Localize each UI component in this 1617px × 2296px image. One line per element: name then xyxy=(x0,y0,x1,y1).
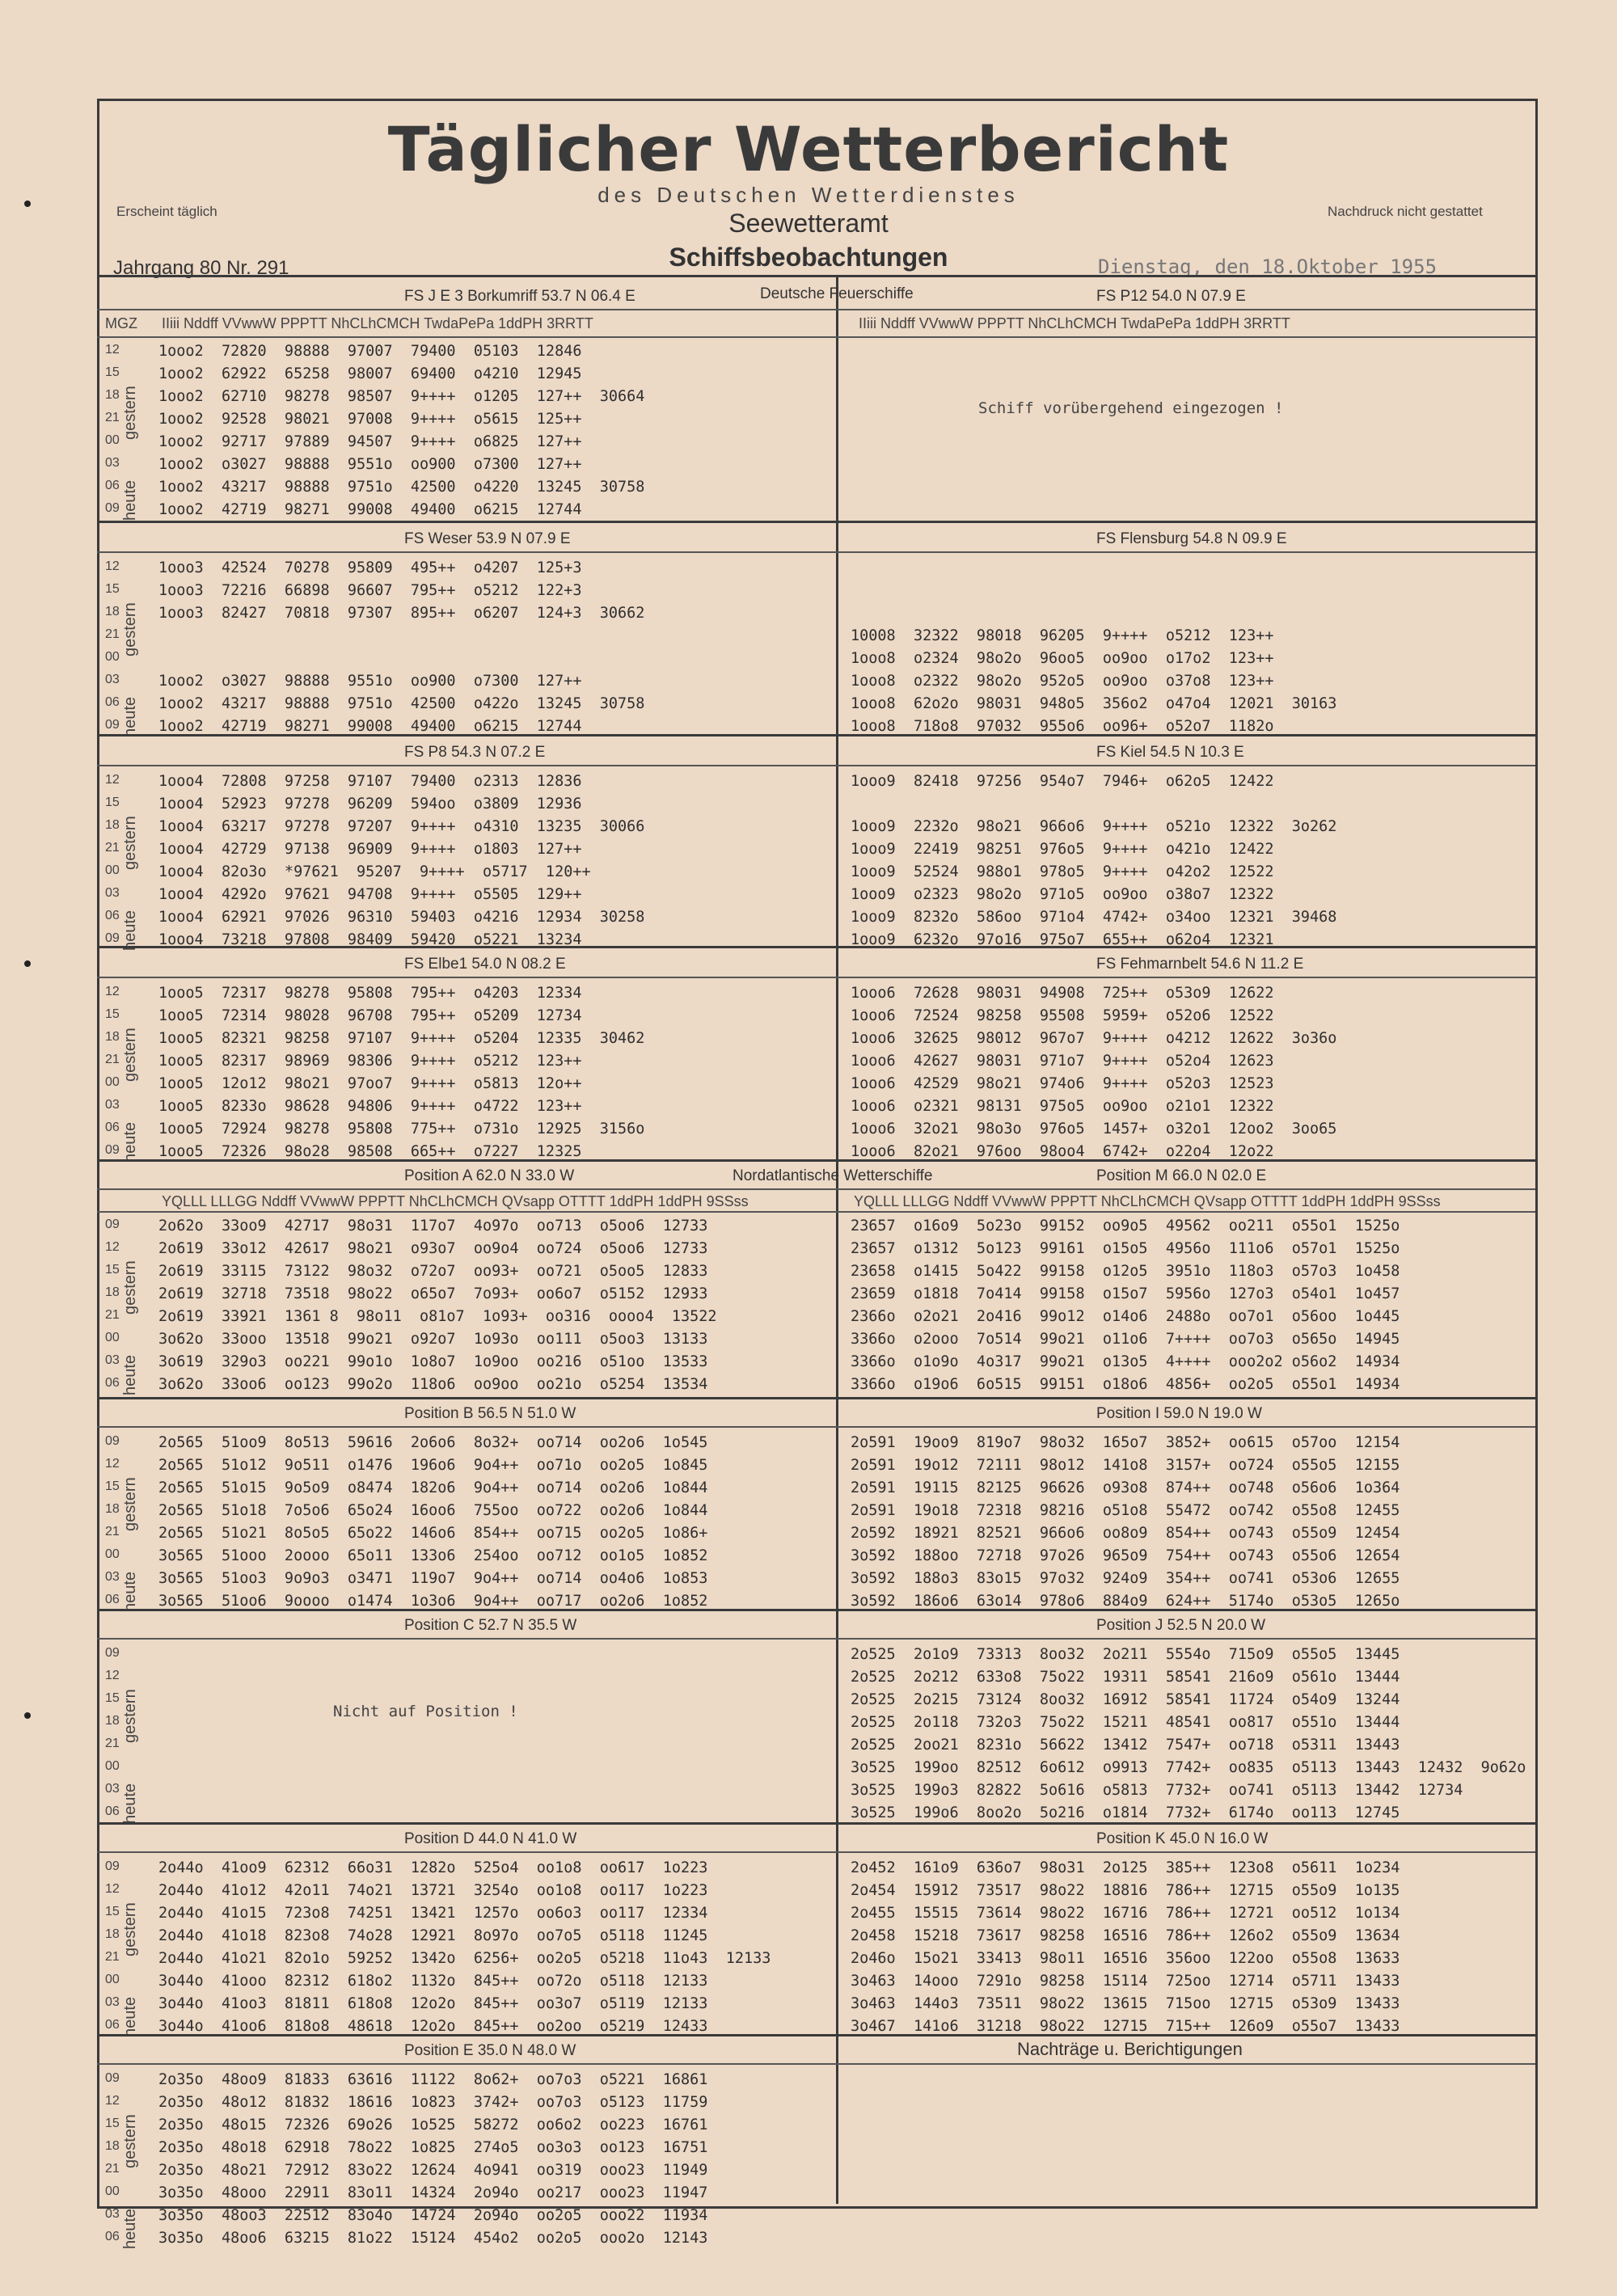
header-rule xyxy=(97,2063,1535,2065)
left-note: Erscheint täglich xyxy=(116,204,217,219)
hour-label: 00 xyxy=(105,650,120,664)
position-title-right: Position K 45.0 N 16.0 W xyxy=(1096,1830,1269,1847)
position-title-right: Position I 59.0 N 19.0 W xyxy=(1096,1405,1262,1422)
hour-label: 03 xyxy=(105,673,120,686)
block-divider xyxy=(97,1822,1535,1825)
data-row: 2o46o 15o21 33413 98o11 16516 356oo 122oo o55o8 13633 xyxy=(851,1950,1400,1967)
fs-columns-left: IIiii Nddff VVwwW PPPTT NhCLhCMCH TwdaPePa 1ddPH 3RRTT xyxy=(162,315,593,331)
block-divider xyxy=(97,1159,1535,1162)
hour-label: 09 xyxy=(105,1859,120,1873)
data-row: 2o565 51o12 9o511 o1476 196o6 9o4++ oo71o oo2o5 1o845 xyxy=(158,1457,708,1474)
data-row: 1ooo5 82321 98258 97107 9++++ o5204 12335 30462 xyxy=(158,1030,645,1047)
data-row: 2o591 19o12 72111 98o12 141o8 3157+ oo724 o55o5 12155 xyxy=(851,1457,1400,1474)
hour-label: 21 xyxy=(105,1053,120,1066)
data-row: 1ooo3 72216 66898 96607 795++ o5212 122+3 xyxy=(158,582,582,599)
data-row: 2o44o 41o21 82o1o 59252 1342o 6256+ oo2o5 o5218 11o43 12133 xyxy=(158,1950,771,1967)
hour-label: 18 xyxy=(105,1927,120,1941)
group-label-heute: heute xyxy=(121,2208,139,2249)
hour-label: 06 xyxy=(105,1804,120,1818)
header-rule xyxy=(97,551,1535,553)
hour-label: 21 xyxy=(105,1950,120,1964)
data-row: 2o44o 41o15 723o8 74251 13421 1257o oo6o3 oo117 12334 xyxy=(158,1905,708,1922)
station-title-left: FS P8 54.3 N 07.2 E xyxy=(404,744,546,761)
data-row: 1ooo4 82o3o *97621 95207 9++++ o5717 120++ xyxy=(158,863,591,880)
data-row: 3o35o 48oo6 63215 81o22 15124 454o2 oo2o5 ooo2o 12143 xyxy=(158,2230,708,2247)
data-row: 10008 32322 98018 96205 9++++ o5212 123++ xyxy=(851,627,1274,644)
data-row: 3o62o 33oo6 oo123 99o2o 118o6 oo9oo oo21o o5254 13534 xyxy=(158,1376,708,1393)
data-row: 1ooo2 62922 65258 98007 69400 o4210 12945 xyxy=(158,365,582,382)
fs-columns-right: IIiii Nddff VVwwW PPPTT NhCLhCMCH TwdaPePa 1ddPH 3RRTT xyxy=(859,315,1290,331)
data-row: 1ooo4 52923 97278 96209 594oo o3809 12936 xyxy=(158,796,582,812)
data-row: 2o44o 41o12 42o11 74o21 13721 3254o oo1o8 oo117 1o223 xyxy=(158,1882,708,1899)
data-row: 2o35o 48o18 62918 78o22 1o825 274o5 oo3o3 oo123 16751 xyxy=(158,2139,708,2156)
station-title-left: FS Weser 53.9 N 07.9 E xyxy=(404,530,571,547)
data-row: 3o44o 41ooo 82312 618o2 1132o 845++ oo72o o5118 12133 xyxy=(158,1973,708,1990)
data-row: 3o62o 33ooo 13518 99o21 o92o7 1o93o oo111 o5oo3 13133 xyxy=(158,1331,708,1348)
header-rule xyxy=(97,1188,1535,1190)
ws-columns-right: YQLLL LLLGG Nddff VVwwW PPPTT NhCLhCMCH QVsapp OTTTT 1ddPH 1ddPH 9SSss xyxy=(854,1193,1441,1209)
header-rule xyxy=(97,336,1535,338)
group-label-heute: heute xyxy=(121,1996,139,2037)
data-row: 2o591 19o18 72318 98216 o51o8 55472 oo742 o55o8 12455 xyxy=(851,1502,1400,1519)
hour-label: 15 xyxy=(105,1905,120,1918)
data-row: 1ooo9 2232o 98o21 966o6 9++++ o521o 12322 3o262 xyxy=(851,818,1337,835)
data-row: 2o565 51o21 8o5o5 65o22 146o6 854++ oo715 oo2o5 1o86+ xyxy=(158,1525,708,1542)
group-label-gestern: gestern xyxy=(121,386,139,440)
hour-label: 00 xyxy=(105,863,120,877)
group-label-heute: heute xyxy=(121,1354,139,1395)
ship-note: Schiff vorübergehend eingezogen ! xyxy=(978,399,1284,417)
report-subtitle: des Deutschen Wetterdienstes xyxy=(597,183,1020,207)
data-row: 1ooo2 92717 97889 94507 9++++ o6825 127++ xyxy=(158,433,582,450)
hour-label: 09 xyxy=(105,1646,120,1660)
data-row: 1ooo2 43217 98888 9751o 42500 o422o 13245 30758 xyxy=(158,695,645,712)
hour-label: 06 xyxy=(105,2018,120,2032)
position-title-left: Position E 35.0 N 48.0 W xyxy=(404,2042,576,2059)
data-row: 1ooo2 42719 98271 99008 49400 o6215 12744 xyxy=(158,718,582,735)
hour-label: 06 xyxy=(105,909,120,922)
hour-label: 09 xyxy=(105,501,120,515)
data-row: 2o35o 48oo9 81833 63616 11122 8o62+ oo7o3 o5221 16861 xyxy=(158,2071,708,2088)
data-row: 1ooo4 62921 97026 96310 59403 o4216 12934 30258 xyxy=(158,909,645,926)
data-row: 3o565 51oo6 9oooo o1474 1o3o6 9o4++ oo717 oo2o6 1o852 xyxy=(158,1593,708,1610)
data-row: 3o463 144o3 73511 98o22 13615 715oo 12715 o53o9 13433 xyxy=(851,1995,1400,2012)
report-date: Dienstag, den 18.Oktober 1955 xyxy=(1098,255,1438,278)
hour-label: 03 xyxy=(105,1098,120,1112)
group-label-gestern: gestern xyxy=(121,1477,139,1531)
data-row: 2o565 51o15 9o5o9 o8474 182o6 9o4++ oo714 oo2o6 1o844 xyxy=(158,1479,708,1496)
hour-label: 21 xyxy=(105,411,120,424)
hour-label: 12 xyxy=(105,559,120,573)
hour-label: 00 xyxy=(105,1547,120,1561)
hour-label: 18 xyxy=(105,1285,120,1299)
hour-label: 15 xyxy=(105,796,120,809)
hour-label: 18 xyxy=(105,818,120,832)
hour-label: 00 xyxy=(105,2184,120,2198)
hour-label: 03 xyxy=(105,1995,120,2009)
data-row: 3o463 14ooo 7291o 98258 15114 725oo 12714 o5711 13433 xyxy=(851,1973,1400,1990)
data-row: 2o62o 33oo9 42717 98o31 117o7 4o97o oo713 o5oo6 12733 xyxy=(158,1218,708,1235)
jahrgang: Jahrgang 80 Nr. 291 xyxy=(113,257,289,279)
position-note: Nicht auf Position ! xyxy=(333,1703,518,1720)
group-label-heute: heute xyxy=(121,910,139,951)
data-row: 2o565 51oo9 8o513 59616 2o6o6 8o32+ oo714 oo2o6 1o545 xyxy=(158,1434,708,1451)
data-row: 1ooo6 72628 98031 94908 725++ o53o9 12622 xyxy=(851,985,1274,1002)
data-row: 3366o o19o6 6o515 99151 o18o6 4856+ oo2o5 o55o1 14934 xyxy=(851,1376,1400,1393)
hour-label: 06 xyxy=(105,2230,120,2243)
hour-label: 21 xyxy=(105,1525,120,1538)
data-row: 2o619 32718 73518 98o22 o65o7 7o93+ oo6o7 o5152 12933 xyxy=(158,1285,708,1302)
header-rule xyxy=(97,977,1535,978)
hour-label: 18 xyxy=(105,1714,120,1728)
station-title-right: FS Kiel 54.5 N 10.3 E xyxy=(1096,744,1244,761)
data-row: 1ooo2 43217 98888 9751o 42500 o4220 13245 30758 xyxy=(158,479,645,496)
hour-label: 18 xyxy=(105,1030,120,1044)
block-divider xyxy=(97,1609,1535,1611)
hour-label: 00 xyxy=(105,1973,120,1986)
data-row: 1ooo3 42524 70278 95809 495++ o4207 125+3 xyxy=(158,559,582,576)
position-title-left: Position C 52.7 N 35.5 W xyxy=(404,1617,577,1634)
hour-label: 03 xyxy=(105,1782,120,1796)
data-row: 1ooo6 72524 98258 95508 5959+ o52o6 12522 xyxy=(851,1007,1274,1024)
data-row: 2o525 2oo21 8231o 56622 13412 7547+ oo718 o5311 13443 xyxy=(851,1737,1400,1754)
hour-label: 15 xyxy=(105,1691,120,1705)
divider xyxy=(97,275,1535,277)
data-row: 3o525 199oo 82512 6o612 o9913 7742+ oo835 o5113 13443 12432 9o62o xyxy=(851,1759,1526,1776)
data-row: 1ooo5 12o12 98o21 97oo7 9++++ o5813 12o++ xyxy=(158,1075,582,1092)
hour-label: 03 xyxy=(105,2207,120,2221)
block-divider xyxy=(97,734,1535,736)
data-row: 1ooo6 42529 98o21 974o6 9++++ o52o3 12523 xyxy=(851,1075,1274,1092)
data-row: 3o35o 48oo3 22512 83o4o 14724 2o94o oo2o5 ooo22 11934 xyxy=(158,2207,708,2224)
block-divider xyxy=(97,1397,1535,1399)
station-title-left: FS J E 3 Borkumriff 53.7 N 06.4 E xyxy=(404,288,635,305)
nachtraege-title: Nachträge u. Berichtigungen xyxy=(1017,2039,1243,2059)
data-row: 2o592 18921 82521 966o6 oo8o9 854++ oo743 o55o9 12454 xyxy=(851,1525,1400,1542)
data-row: 1ooo5 72924 98278 95808 775++ o731o 12925 3156o xyxy=(158,1121,645,1137)
group-label-gestern: gestern xyxy=(121,1028,139,1082)
position-title-left: Position A 62.0 N 33.0 W xyxy=(404,1167,575,1184)
data-row: 1ooo9 52524 988o1 978o5 9++++ o42o2 12522 xyxy=(851,863,1274,880)
sheet-title: Schiffsbeobachtungen xyxy=(669,243,948,272)
hour-label: 09 xyxy=(105,1143,120,1157)
hour-label: 21 xyxy=(105,1308,120,1322)
hour-label: 06 xyxy=(105,1121,120,1134)
group-label-gestern: gestern xyxy=(121,1689,139,1743)
data-row: 2o35o 48o12 81832 18616 1o823 3742+ oo7o3 o5123 11759 xyxy=(158,2094,708,2111)
group-label-heute: heute xyxy=(121,1783,139,1824)
data-row: 2o455 15515 73614 98o22 16716 786++ 12721 oo512 1o134 xyxy=(851,1905,1400,1922)
block-divider xyxy=(97,2034,1535,2036)
data-row: 3o592 186o6 63o14 978o6 884o9 624++ 5174o o53o5 1265o xyxy=(851,1593,1400,1610)
data-row: 3o565 51oo3 9o9o3 o3471 119o7 9o4++ oo714 oo4o6 1o853 xyxy=(158,1570,708,1587)
position-title-right: Position M 66.0 N 02.0 E xyxy=(1096,1167,1267,1184)
punch-hole xyxy=(24,960,31,967)
data-row: 1ooo6 o2321 98131 975o5 oo9oo o21o1 12322 xyxy=(851,1098,1274,1115)
hour-label: 00 xyxy=(105,433,120,447)
data-row: 2o458 15218 73617 98258 16516 786++ 126o2 o55o9 13634 xyxy=(851,1927,1400,1944)
data-row: 23659 o1818 7o414 99158 o15o7 5956o 127o3 o54o1 1o457 xyxy=(851,1285,1400,1302)
hour-label: 03 xyxy=(105,1570,120,1584)
data-row: 3366o o2ooo 7o514 99o21 o11o6 7++++ oo7o3 o565o 14945 xyxy=(851,1331,1400,1348)
hour-label: 15 xyxy=(105,2117,120,2130)
data-row: 2o525 2o212 633o8 75o22 19311 58541 216o9 o561o 13444 xyxy=(851,1669,1400,1686)
data-row: 1ooo9 6232o 97o16 975o7 655++ o62o4 12321 xyxy=(851,931,1274,948)
punch-hole xyxy=(24,1712,31,1719)
data-row: 2o35o 48o15 72326 69o26 1o525 58272 oo6o2 oo223 16761 xyxy=(158,2117,708,2134)
ws-columns-left: YQLLL LLLGG Nddff VVwwW PPPTT NhCLhCMCH QVsapp OTTTT 1ddPH 1ddPH 9SSss xyxy=(162,1193,749,1209)
hour-label: 12 xyxy=(105,1240,120,1254)
data-row: 3o592 188o3 83o15 97o32 924o9 354++ oo741 o53o6 12655 xyxy=(851,1570,1400,1587)
data-row: 2o525 2o215 73124 8oo32 16912 58541 11724 o54o9 13244 xyxy=(851,1691,1400,1708)
right-note: Nachdruck nicht gestattet xyxy=(1328,204,1483,219)
data-row: 2o591 19115 82125 96626 o93o8 874++ oo748 o56o6 1o364 xyxy=(851,1479,1400,1496)
hour-label: 21 xyxy=(105,627,120,641)
data-row: 1ooo4 4292o 97621 94708 9++++ o5505 129++ xyxy=(158,886,582,903)
data-row: 1ooo4 42729 97138 96909 9++++ o1803 127++ xyxy=(158,841,582,858)
station-title-right: FS Flensburg 54.8 N 09.9 E xyxy=(1096,530,1287,547)
hour-label: 03 xyxy=(105,886,120,900)
header-rule xyxy=(97,1211,1535,1213)
block-divider xyxy=(97,946,1535,948)
report-title: Täglicher Wetterbericht xyxy=(387,113,1230,185)
mgz-header: MGZ xyxy=(105,315,137,331)
hour-label: 00 xyxy=(105,1759,120,1773)
hour-label: 06 xyxy=(105,1593,120,1606)
data-row: 2o44o 41o18 823o8 74o28 12921 8o97o oo7o5 o5118 11245 xyxy=(158,1927,708,1944)
data-row: 1ooo2 72820 98888 97007 79400 05103 12846 xyxy=(158,343,582,360)
position-title-left: Position D 44.0 N 41.0 W xyxy=(404,1830,577,1847)
section-feuerschiffe: Deutsche Feuerschiffe xyxy=(760,285,914,302)
hour-label: 06 xyxy=(105,479,120,492)
data-row: 23658 o1415 5o422 99158 o12o5 3951o 118o3 o57o3 1o458 xyxy=(851,1263,1400,1280)
group-label-gestern: gestern xyxy=(121,602,139,656)
data-row: 3366o o1o9o 4o317 99o21 o13o5 4++++ ooo2o2 o56o2 14934 xyxy=(851,1353,1400,1370)
office-name: Seewetteramt xyxy=(728,209,889,238)
data-row: 3o565 51ooo 2oooo 65o11 133o6 254oo oo712 oo1o5 1o852 xyxy=(158,1547,708,1564)
hour-label: 12 xyxy=(105,1457,120,1471)
group-label-gestern: gestern xyxy=(121,1260,139,1315)
hour-label: 21 xyxy=(105,841,120,855)
data-row: 2o619 33115 73122 98o32 o72o7 oo93+ oo721 o5oo5 12833 xyxy=(158,1263,708,1280)
data-row: 1ooo6 82o21 976oo 98oo4 6742+ o22o4 12o22 xyxy=(851,1143,1274,1160)
hour-label: 15 xyxy=(105,582,120,596)
data-row: 2366o o2o21 2o416 99o12 o14o6 2488o oo7o1 o56oo 1o445 xyxy=(851,1308,1400,1325)
hour-label: 12 xyxy=(105,1882,120,1896)
hour-label: 09 xyxy=(105,1218,120,1231)
hour-label: 12 xyxy=(105,2094,120,2108)
column-divider xyxy=(836,275,838,2204)
data-row: 3o525 199o3 82822 5o616 o5813 7732+ oo741 o5113 13442 12734 xyxy=(851,1782,1463,1799)
hour-label: 12 xyxy=(105,1669,120,1682)
hour-label: 03 xyxy=(105,456,120,470)
hour-label: 15 xyxy=(105,1263,120,1277)
data-row: 1ooo9 8232o 586oo 971o4 4742+ o34oo 12321 39468 xyxy=(851,909,1337,926)
position-title-right: Position J 52.5 N 20.0 W xyxy=(1096,1617,1266,1634)
station-title-left: FS Elbe1 54.0 N 08.2 E xyxy=(404,956,566,973)
group-label-heute: heute xyxy=(121,479,139,521)
data-row: 1ooo2 o3027 98888 9551o oo900 o7300 127++ xyxy=(158,673,582,690)
data-row: 1ooo6 32o21 98o3o 976o5 1457+ o32o1 12oo2 3oo65 xyxy=(851,1121,1337,1137)
header-rule xyxy=(97,765,1535,766)
data-row: 1ooo2 o3027 98888 9551o oo900 o7300 127++ xyxy=(158,456,582,473)
data-row: 1ooo9 22419 98251 976o5 9++++ o421o 12422 xyxy=(851,841,1274,858)
data-row: 23657 o16o9 5o23o 99152 oo9o5 49562 oo211 o55o1 1525o xyxy=(851,1218,1400,1235)
data-row: 2o525 2o1o9 73313 8oo32 2o211 5554o 715o9 o55o5 13445 xyxy=(851,1646,1400,1663)
data-row: 1ooo6 42627 98031 971o7 9++++ o52o4 12623 xyxy=(851,1053,1274,1070)
hour-label: 09 xyxy=(105,1434,120,1448)
hour-label: 18 xyxy=(105,2139,120,2153)
group-label-gestern: gestern xyxy=(121,2114,139,2168)
group-label-heute: heute xyxy=(121,1121,139,1163)
hour-label: 09 xyxy=(105,718,120,732)
station-title-right: FS P12 54.0 N 07.9 E xyxy=(1096,288,1246,305)
hour-label: 06 xyxy=(105,1376,120,1390)
data-row: 1ooo8 718o8 97032 955o6 oo96+ o52o7 1182o xyxy=(851,718,1274,735)
data-row: 3o467 141o6 31218 98o22 12715 715++ 126o9 o55o7 13433 xyxy=(851,2018,1400,2035)
data-row: 1ooo6 32625 98012 967o7 9++++ o4212 12622 3o36o xyxy=(851,1030,1337,1047)
hour-label: 03 xyxy=(105,1353,120,1367)
hour-label: 18 xyxy=(105,388,120,402)
hour-label: 00 xyxy=(105,1075,120,1089)
data-row: 1ooo2 42719 98271 99008 49400 o6215 12744 xyxy=(158,501,582,518)
data-row: 2o619 33921 1361 8 98o11 o81o7 1o93+ oo316 oooo4 13522 xyxy=(158,1308,717,1325)
hour-label: 15 xyxy=(105,1479,120,1493)
data-row: 1ooo5 72314 98028 96708 795++ o5209 12734 xyxy=(158,1007,582,1024)
data-row: 1ooo8 o2324 98o2o 96oo5 oo9oo o17o2 123++ xyxy=(851,650,1274,667)
data-row: 1ooo5 72326 98o28 98508 665++ o7227 12325 xyxy=(158,1143,582,1160)
data-row: 3o592 188oo 72718 97o26 965o9 754++ oo743 o55o6 12654 xyxy=(851,1547,1400,1564)
station-title-right: FS Fehmarnbelt 54.6 N 11.2 E xyxy=(1096,956,1304,973)
hour-label: 15 xyxy=(105,365,120,379)
hour-label: 21 xyxy=(105,2162,120,2176)
data-row: 23657 o1312 5o123 99161 o15o5 4956o 111o6 o57o1 1525o xyxy=(851,1240,1400,1257)
section-wetterschiffe: Nordatlantische Wetterschiffe xyxy=(733,1167,933,1184)
header-rule xyxy=(97,1426,1535,1428)
header-rule xyxy=(97,1851,1535,1853)
data-row: 3o35o 48ooo 22911 83o11 14324 2o94o oo217 ooo23 11947 xyxy=(158,2184,708,2201)
data-row: 2o591 19oo9 819o7 98o32 165o7 3852+ oo615 o57oo 12154 xyxy=(851,1434,1400,1451)
hour-label: 12 xyxy=(105,343,120,357)
hour-label: 09 xyxy=(105,931,120,945)
hour-label: 21 xyxy=(105,1737,120,1750)
data-row: 1ooo4 72808 97258 97107 79400 o2313 12836 xyxy=(158,773,582,790)
data-row: 3o44o 41oo6 818o8 48618 12o2o 845++ oo2oo o5219 12433 xyxy=(158,2018,708,2035)
data-row: 1ooo8 o2322 98o2o 952o5 oo9oo o37o8 123++ xyxy=(851,673,1274,690)
header-rule xyxy=(97,1638,1535,1640)
data-row: 1ooo2 92528 98021 97008 9++++ o5615 125++ xyxy=(158,411,582,428)
position-title-left: Position B 56.5 N 51.0 W xyxy=(404,1405,576,1422)
data-row: 3o619 329o3 oo221 99o1o 1o8o7 1o9oo oo216 o51oo 13533 xyxy=(158,1353,708,1370)
data-row: 1ooo8 62o2o 98031 948o5 356o2 o47o4 12021 30163 xyxy=(851,695,1337,712)
data-row: 1ooo2 62710 98278 98507 9++++ o1205 127++ 30664 xyxy=(158,388,645,405)
hour-label: 12 xyxy=(105,773,120,787)
hour-label: 18 xyxy=(105,605,120,618)
data-row: 3o525 199o6 8oo2o 5o216 o1814 7732+ 6174o oo113 12745 xyxy=(851,1804,1400,1821)
data-row: 3o44o 41oo3 81811 618o8 12o2o 845++ oo3o7 o5119 12133 xyxy=(158,1995,708,2012)
data-row: 2o454 15912 73517 98o22 18816 786++ 12715 o55o9 1o135 xyxy=(851,1882,1400,1899)
group-label-gestern: gestern xyxy=(121,816,139,870)
header-rule xyxy=(97,309,1535,310)
data-row: 1ooo5 82317 98969 98306 9++++ o5212 123++ xyxy=(158,1053,582,1070)
data-row: 2o565 51o18 7o5o6 65o24 16oo6 755oo oo722 oo2o6 1o844 xyxy=(158,1502,708,1519)
data-row: 1ooo3 82427 70818 97307 895++ o6207 124+3 30662 xyxy=(158,605,645,622)
data-row: 2o619 33o12 42617 98o21 o93o7 oo9o4 oo724 o5oo6 12733 xyxy=(158,1240,708,1257)
block-divider xyxy=(97,521,1535,523)
group-label-heute: heute xyxy=(121,1571,139,1612)
data-row: 1ooo9 82418 97256 954o7 7946+ o62o5 12422 xyxy=(851,773,1274,790)
hour-label: 00 xyxy=(105,1331,120,1344)
hour-label: 09 xyxy=(105,2071,120,2085)
group-label-heute: heute xyxy=(121,696,139,737)
hour-label: 12 xyxy=(105,985,120,998)
data-row: 1ooo5 8233o 98628 94806 9++++ o4722 123++ xyxy=(158,1098,582,1115)
data-row: 1ooo9 o2323 98o2o 971o5 oo9oo o38o7 12322 xyxy=(851,886,1274,903)
group-label-gestern: gestern xyxy=(121,1902,139,1956)
data-row: 1ooo5 72317 98278 95808 795++ o4203 12334 xyxy=(158,985,582,1002)
data-row: 1ooo4 63217 97278 97207 9++++ o4310 13235 30066 xyxy=(158,818,645,835)
hour-label: 18 xyxy=(105,1502,120,1516)
hour-label: 15 xyxy=(105,1007,120,1021)
data-row: 2o44o 41oo9 62312 66o31 1282o 525o4 oo1o8 oo617 1o223 xyxy=(158,1859,708,1876)
data-row: 2o525 2o118 732o3 75o22 15211 48541 oo817 o551o 13444 xyxy=(851,1714,1400,1731)
hour-label: 06 xyxy=(105,695,120,709)
data-row: 2o35o 48o21 72912 83o22 12624 4o941 oo319 ooo23 11949 xyxy=(158,2162,708,2179)
data-row: 2o452 161o9 636o7 98o31 2o125 385++ 123o8 o5611 1o234 xyxy=(851,1859,1400,1876)
data-row: 1ooo4 73218 97808 98409 59420 o5221 13234 xyxy=(158,931,582,948)
